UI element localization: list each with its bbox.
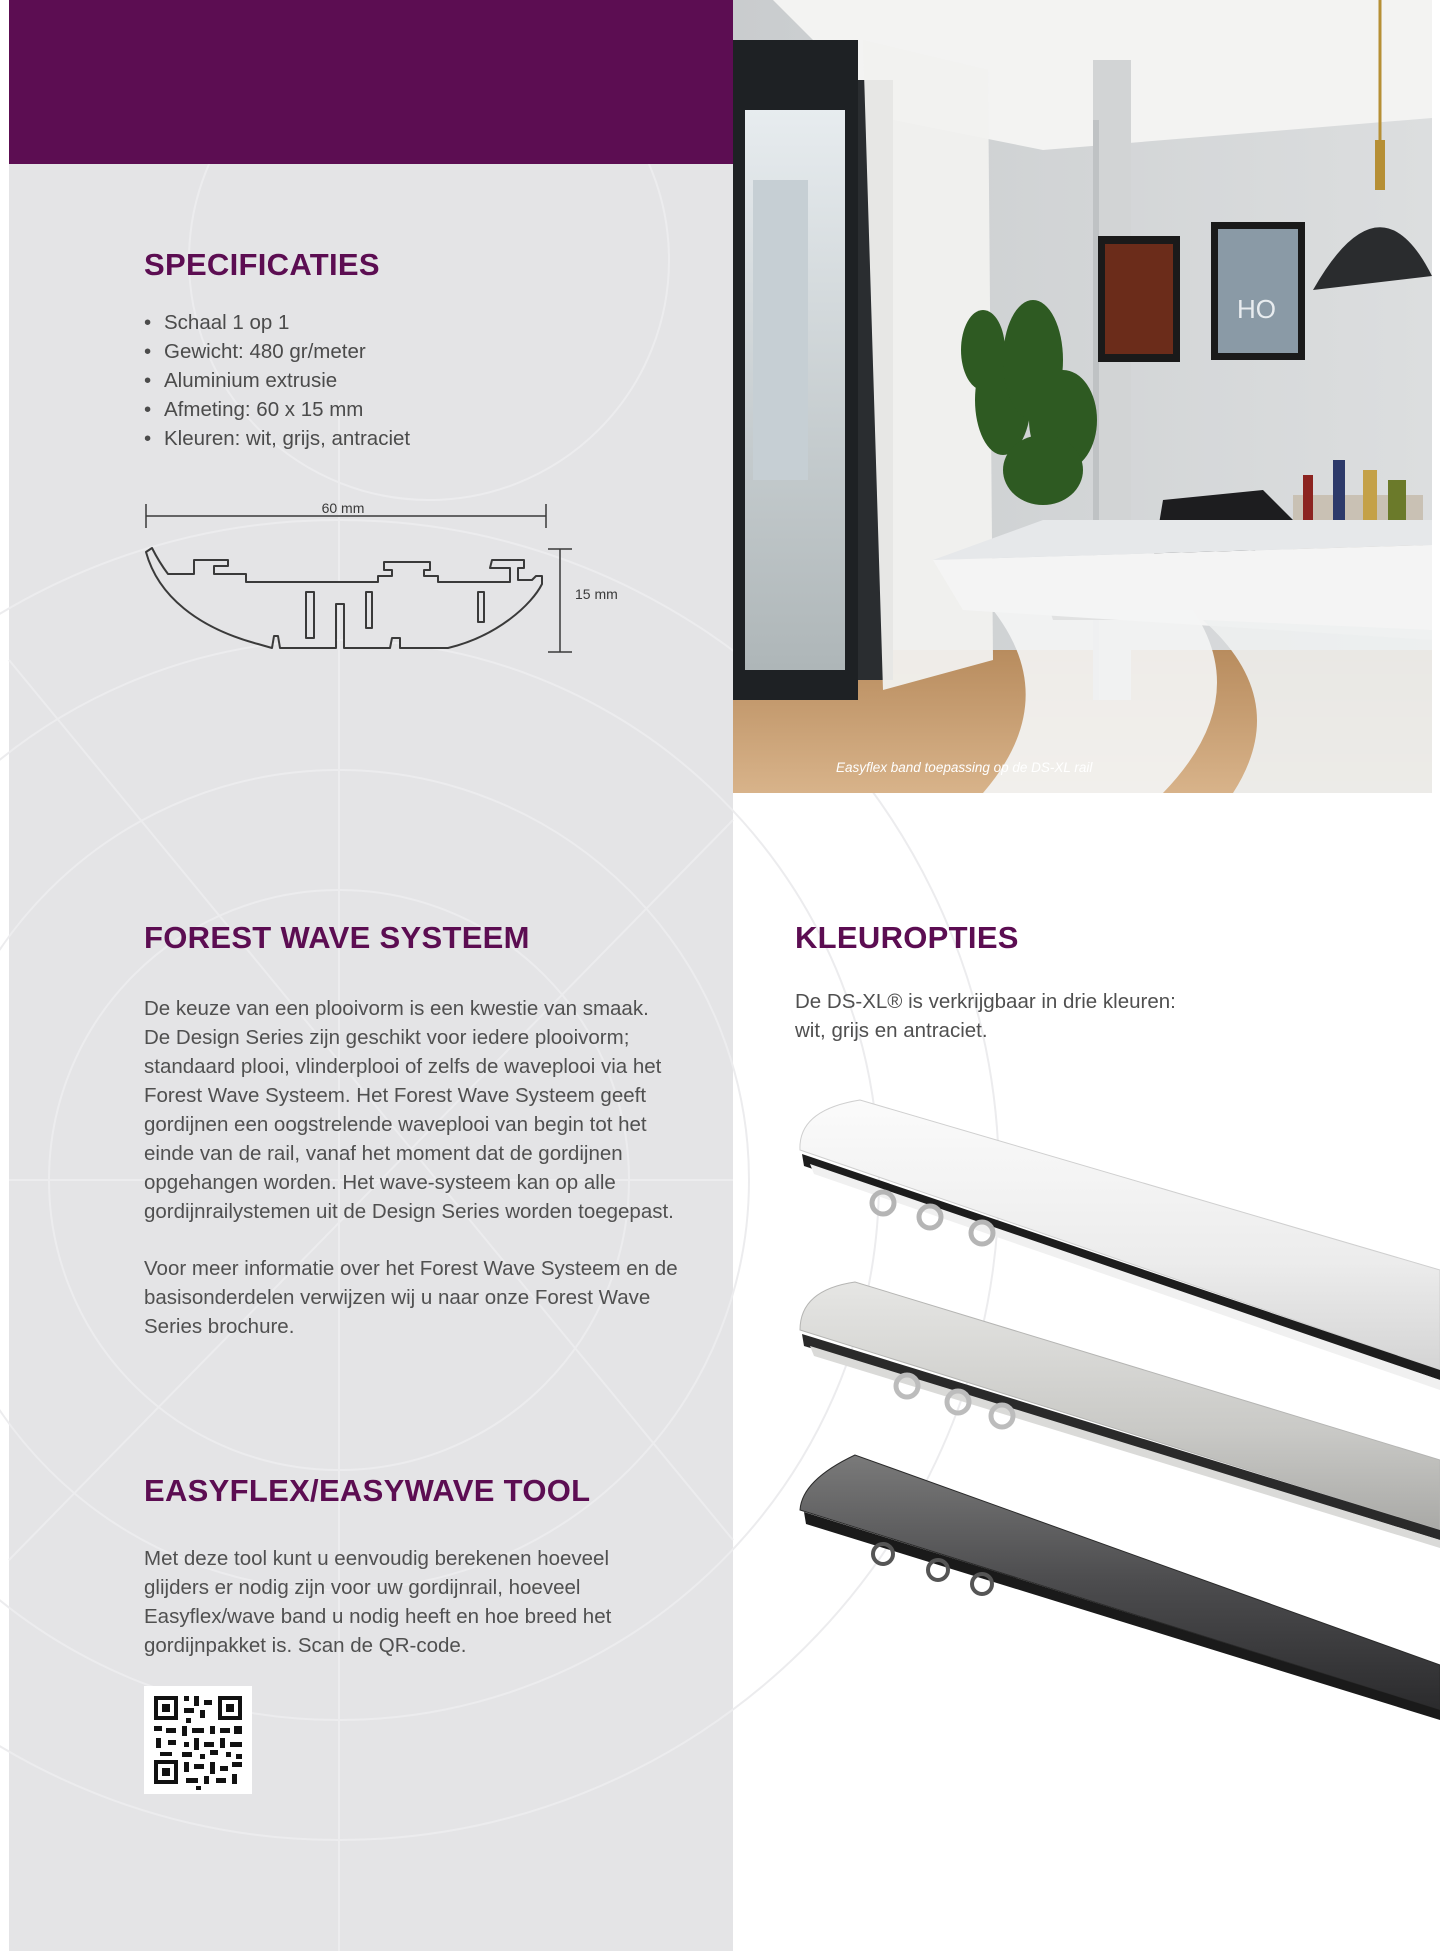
photo-caption: Easyflex band toepassing op de DS-XL rail [836,760,1093,775]
specs-title: SPECIFICATIES [144,247,380,282]
easyflex-title: EASYFLEX/EASYWAVE TOOL [144,1473,591,1508]
forest-wave-title: FOREST WAVE SYSTEEM [144,920,530,955]
colors-title: KLEUROPTIES [795,920,1019,955]
forest-wave-paragraph-2: Voor meer informatie over het Forest Wave Systeem en de basisonderdelen verwijzen wij u naar onze Forest Wave Series brochure. [144,1257,678,1338]
spec-list [144,308,410,453]
list-item: • Afmeting: 60 x 15 mm [144,398,364,421]
rail-color-samples [770,1080,1440,1740]
dimension-width-label: 60 mm [321,500,365,516]
dimension-height-label: 15 mm [575,586,618,602]
qr-code-icon [144,1686,252,1794]
list-item: • Schaal 1 op 1 [144,311,290,334]
list-item: • Aluminium extrusie [144,369,338,392]
list-item: • Kleuren: wit, grijs, antraciet [144,427,411,450]
forest-wave-paragraph-1: De keuze van een plooivorm is een kwestie van smaak. De Design Series zijn geschikt voor iedere plooivorm; standaard plooi, vlinderplooi of zelfs de waveplooi via het Forest Wave Systeem. Het Forest Wave Systeem geeft gordijnen een oogstrelende waveplooi van begin tot het einde van de rail, vanaf het moment dat de gordijnen opgehangen worden. Het wave-systeem kan op alle gordijnrailystemen uit de Design Series worden toegepast. [144,997,674,1223]
easyflex-paragraph: Met deze tool kunt u eenvoudig berekenen hoeveel glijders er nodig zijn voor uw gordijnrail, hoeveel Easyflex/wave band u nodig heeft en hoe breed het gordijnpakket is. Scan de QR-code. [144,1547,612,1657]
interior-photo-illustration [733,0,1432,793]
list-item: • Gewicht: 480 gr/meter [144,340,366,363]
rail-profile-drawing [138,496,618,666]
colors-description: De DS-XL® is verkrijgbaar in drie kleuren: wit, grijs en antraciet. [795,990,1176,1042]
sign-text: HO [1237,294,1276,324]
interior-photo [733,0,1432,793]
header-band [9,0,733,164]
qr-code[interactable] [144,1686,252,1794]
